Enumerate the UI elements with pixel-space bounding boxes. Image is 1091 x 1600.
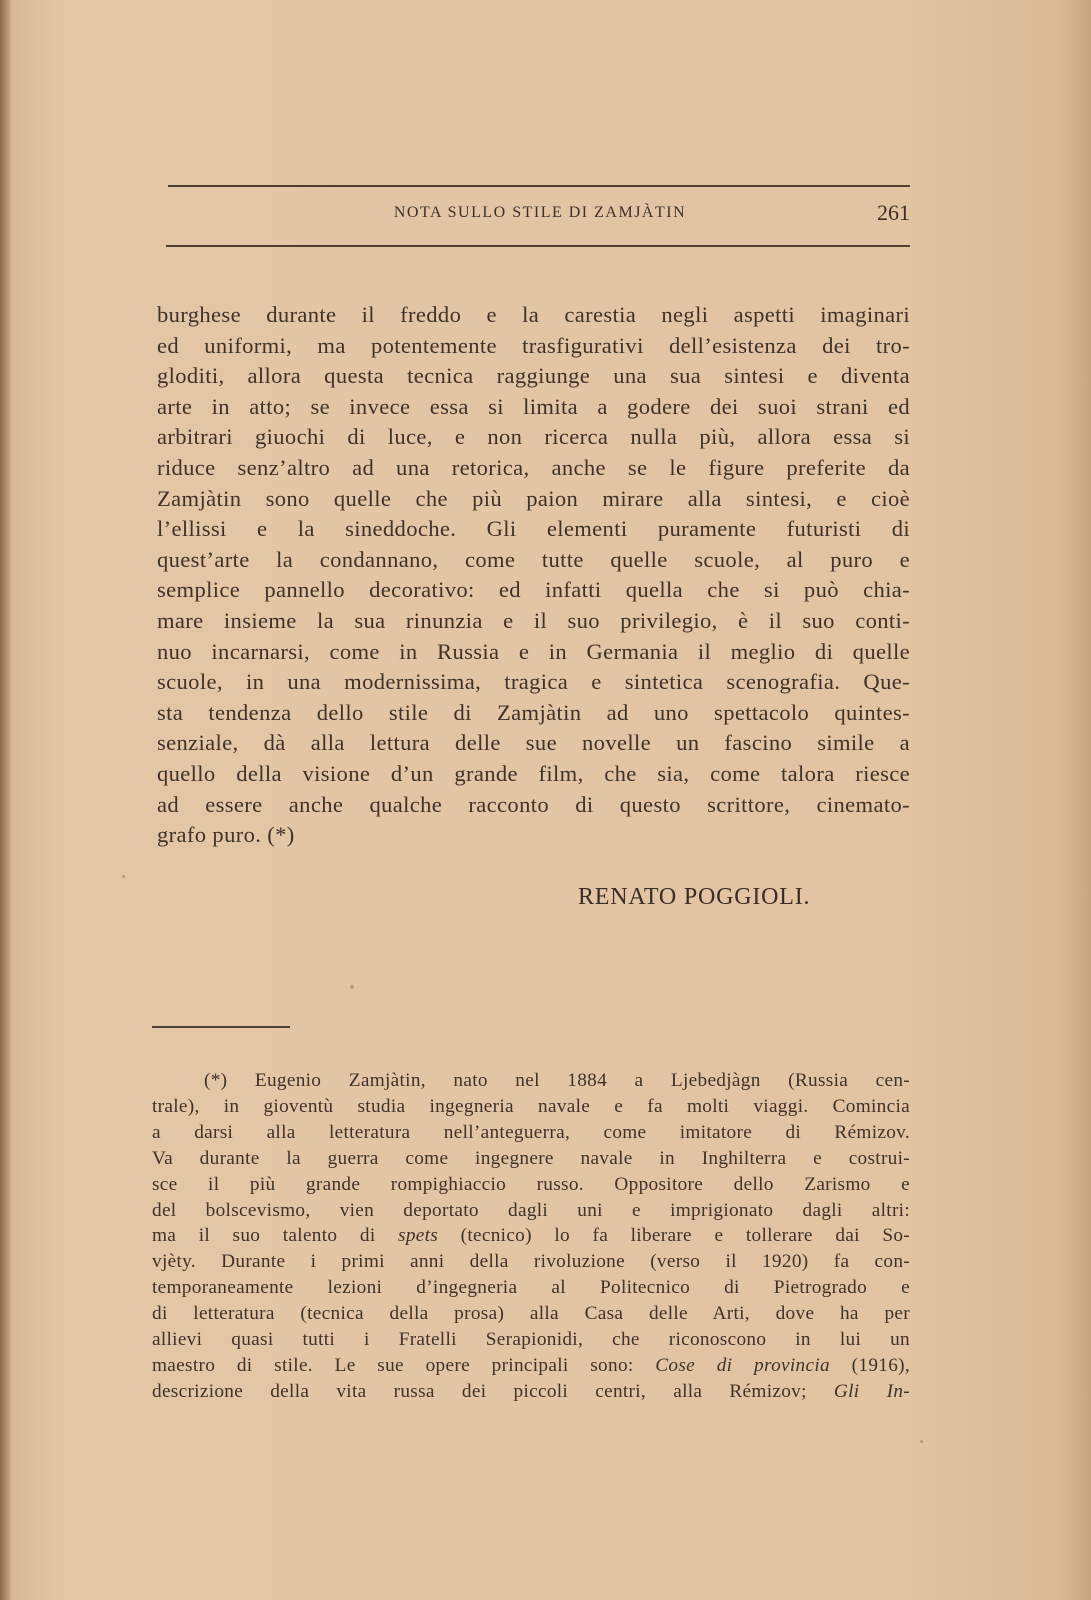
footnote-line bbox=[152, 1353, 910, 1379]
footnote-text: descrizione della vita russa dei piccoli centri, alla Rémizov; bbox=[152, 1380, 834, 1402]
footnote-line: a darsi alla letteratura nell’anteguerra, come imitatore di Rémizov. bbox=[152, 1121, 910, 1143]
footnote-text: ma il suo talento di bbox=[152, 1225, 399, 1247]
body-line: sta tendenza dello stile di Zamjàtin ad uno spettacolo quintes- bbox=[157, 699, 910, 725]
body-line: arbitrari giuochi di luce, e non ricerca nulla più, allora essa si bbox=[157, 424, 910, 450]
footnote-line: temporaneamente lezioni d’ingegneria al Politecnico di Pietrogrado e bbox=[152, 1277, 910, 1299]
body-line: arte in atto; se invece essa si limita a godere dei suoi strani ed bbox=[157, 393, 910, 419]
body-line: senziale, dà alla lettura delle sue novelle un fascino simile a bbox=[157, 730, 910, 756]
footnote-line: sce il più grande rompighiaccio russo. Oppositore dello Zarismo e bbox=[152, 1173, 910, 1195]
body-line: quest’arte la condannano, come tutte quelle scuole, al puro e bbox=[157, 546, 910, 572]
running-title: NOTA SULLO STILE DI ZAMJÀTIN bbox=[393, 204, 687, 221]
page-number: 261 bbox=[877, 200, 910, 225]
footnote-line: allievi quasi tutti i Fratelli Serapionidi, che riconoscono in lui un bbox=[152, 1329, 910, 1351]
body-paragraph bbox=[157, 300, 910, 851]
footnote-separator bbox=[152, 1026, 290, 1028]
footnote-italic-title: Gli In- bbox=[833, 1380, 910, 1402]
footnote-line: vjèty. Durante i primi anni della rivoluzione (verso il 1920) fa con- bbox=[152, 1251, 910, 1273]
footnote-line: trale), in gioventù studia ingegneria navale e fa molti viaggi. Comincia bbox=[152, 1095, 910, 1117]
body-line: nuo incarnarsi, come in Russia e in Germania il meglio di quelle bbox=[157, 638, 910, 664]
body-line: scuole, in una modernissima, tragica e sintetica scenografia. Que- bbox=[157, 669, 910, 695]
running-head bbox=[170, 198, 910, 234]
author-signature: RENATO POGGIOLI. bbox=[578, 884, 811, 910]
footnote-text: (1916), bbox=[829, 1354, 910, 1376]
header-bottom-rule bbox=[166, 245, 910, 247]
body-line: quello della visione d’un grande film, che sia, come talora riesce bbox=[157, 760, 910, 786]
footnote-italic-title: Cose di provincia bbox=[655, 1354, 830, 1376]
footnote-line: Va durante la guerra come ingegnere navale in Inghilterra e costrui- bbox=[152, 1147, 910, 1169]
footnote-line bbox=[152, 1223, 910, 1249]
footnote-italic-term: spets bbox=[398, 1225, 439, 1247]
body-line: mare insieme la sua rinunzia e il suo privilegio, è il suo conti- bbox=[157, 607, 910, 633]
body-line: gloditi, allora questa tecnica raggiunge una sua sintesi e diventa bbox=[157, 363, 910, 389]
body-line: l’ellissi e la sineddoche. Gli elementi puramente futuristi di bbox=[157, 516, 910, 542]
footnote-line: (*) Eugenio Zamjàtin, nato nel 1884 a Ljebedjàgn (Russia cen- bbox=[204, 1070, 910, 1091]
body-line: semplice pannello decorativo: ed infatti quella che si può chia- bbox=[157, 577, 910, 603]
body-line: Zamjàtin sono quelle che più paion mirare alla sintesi, e cioè bbox=[157, 485, 910, 511]
paper-speck bbox=[350, 985, 354, 989]
footnote-text: maestro di stile. Le sue opere principali sono: bbox=[152, 1354, 656, 1376]
header-top-rule bbox=[168, 185, 910, 187]
page-spine-edge bbox=[0, 0, 10, 1600]
footnote bbox=[152, 1068, 910, 1405]
paper-speck bbox=[920, 1440, 923, 1443]
body-line: ad essere anche qualche racconto di questo scrittore, cinemato- bbox=[157, 791, 910, 817]
paper-speck bbox=[122, 875, 125, 878]
body-line: ed uniformi, ma potentemente trasfigurativi dell’esistenza dei tro- bbox=[157, 332, 910, 358]
body-line: riduce senz’altro ad una retorica, anche se le figure preferite da bbox=[157, 454, 910, 480]
footnote-line: del bolscevismo, vien deportato dagli uni e imprigionato dagli altri: bbox=[152, 1199, 910, 1221]
body-line: grafo puro. (*) bbox=[157, 822, 295, 848]
footnote-line: di letteratura (tecnica della prosa) alla Casa delle Arti, dove ha per bbox=[152, 1303, 910, 1325]
body-line: burghese durante il freddo e la carestia negli aspetti imaginari bbox=[157, 302, 910, 327]
footnote-line bbox=[152, 1379, 910, 1405]
footnote-text: (tecnico) lo fa liberare e tollerare dai So- bbox=[438, 1225, 911, 1247]
